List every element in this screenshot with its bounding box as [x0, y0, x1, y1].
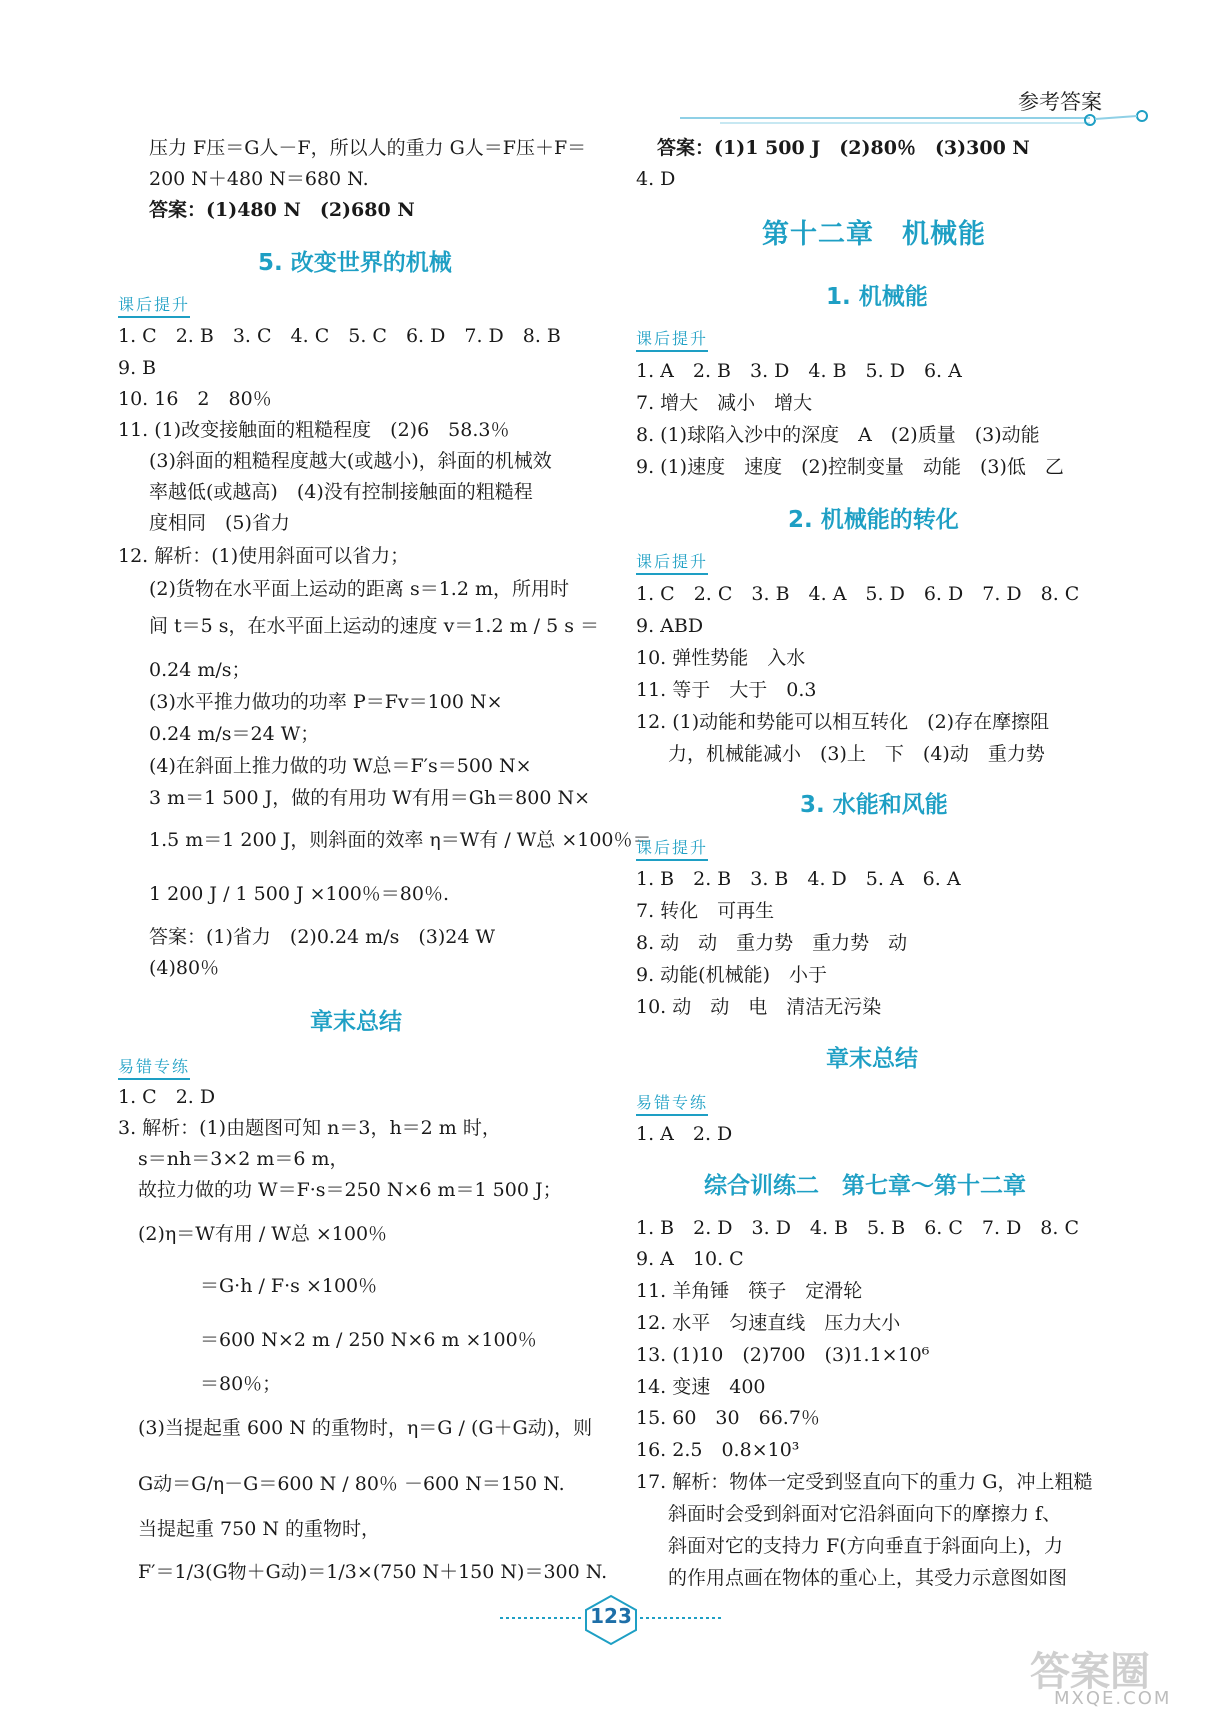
- text-line: 12. (1)动能和势能可以相互转化 (2)存在摩擦阻: [636, 711, 1050, 733]
- text-line: 9. A 10. C: [636, 1248, 744, 1270]
- text-line: 3. 解析：(1)由题图可知 n＝3，h＝2 m 时，: [118, 1117, 501, 1139]
- text-line: 15. 60 30 66.7％: [636, 1407, 820, 1429]
- text-line: 度相同 (5)省力: [149, 512, 290, 534]
- subsection-label: 易错专练: [118, 1054, 190, 1080]
- text-line: 4. D: [636, 168, 676, 190]
- text-line: 9. ABD: [636, 615, 704, 637]
- text-line: 0.24 m/s＝24 W；: [149, 723, 320, 745]
- subsection-label: 课后提升: [636, 549, 708, 575]
- text-line: 10. 弹性势能 入水: [636, 647, 806, 669]
- text-line: 14. 变速 400: [636, 1376, 766, 1398]
- text-line: (3)水平推力做功的功率 P＝Fv＝100 N×: [149, 691, 503, 713]
- text-line: 1. C 2. D: [118, 1086, 216, 1108]
- text-line: 1. A 2. B 3. D 4. B 5. D 6. A: [636, 360, 962, 382]
- section-title: 3. 水能和风能: [800, 792, 948, 818]
- answer-line: 答案：(1)480 N (2)680 N: [149, 199, 415, 221]
- text-line: 9. 动能(机械能) 小于: [636, 964, 827, 986]
- answer-line: 答案：(1)1 500 J (2)80％ (3)300 N: [657, 137, 1030, 159]
- text-line: (4)在斜面上推力做的功 W总＝F′s＝500 N×: [149, 755, 532, 777]
- text-line: 12. 解析：(1)使用斜面可以省力；: [118, 545, 410, 567]
- text-line: (2)货物在水平面上运动的距离 s＝1.2 m，所用时: [149, 578, 569, 600]
- text-line: ＝G·h / F·s ×100％: [200, 1275, 378, 1297]
- text-line: 1. C 2. C 3. B 4. A 5. D 6. D 7. D 8. C: [636, 583, 1080, 605]
- text-line: 1 200 J / 1 500 J ×100％＝80％.: [149, 883, 450, 905]
- text-line: 9. B: [118, 357, 157, 379]
- text-line: 7. 转化 可再生: [636, 900, 775, 922]
- text-line: 1.5 m＝1 200 J，则斜面的效率 η＝W有 / W总 ×100％＝: [149, 829, 652, 851]
- text-line: 10. 16 2 80％: [118, 388, 272, 410]
- text-line: ＝80％；: [200, 1373, 282, 1395]
- section-title: 章末总结: [310, 1009, 402, 1035]
- text-line: 10. 动 动 电 清洁无污染: [636, 996, 882, 1018]
- text-line: 13. (1)10 (2)700 (3)1.1×10⁶: [636, 1344, 930, 1366]
- text-line: 16. 2.5 0.8×10³: [636, 1439, 800, 1461]
- text-line: 11. 等于 大于 0.3: [636, 679, 817, 701]
- text-line: 9. (1)速度 速度 (2)控制变量 动能 (3)低 乙: [636, 456, 1064, 478]
- subsection-label: 易错专练: [636, 1090, 708, 1116]
- subsection-label: 课后提升: [118, 292, 190, 318]
- text-line: 7. 增大 减小 增大: [636, 392, 813, 414]
- text-line: 斜面时会受到斜面对它沿斜面向下的摩擦力 f、: [668, 1503, 1062, 1525]
- text-line: 11. 羊角锤 筷子 定滑轮: [636, 1280, 863, 1302]
- text-line: 率越低(或越高) (4)没有控制接触面的粗糙程: [149, 481, 533, 503]
- section-title: 1. 机械能: [826, 284, 928, 310]
- section-title: 2. 机械能的转化: [788, 507, 959, 533]
- text-line: (2)η＝W有用 / W总 ×100％: [138, 1223, 388, 1245]
- section-title: 综合训练二 第七章～第十二章: [704, 1173, 1026, 1199]
- text-line: 1. C 2. B 3. C 4. C 5. C 6. D 7. D 8. B: [118, 325, 561, 347]
- text-line: s＝nh＝3×2 m＝6 m，: [138, 1148, 349, 1170]
- text-line: 压力 F压＝G人－F，所以人的重力 G人＝F压＋F＝: [149, 137, 587, 159]
- text-line: 1. A 2. D: [636, 1123, 733, 1145]
- answer-line: 答案：(1)省力 (2)0.24 m/s (3)24 W: [149, 926, 495, 948]
- text-line: 间 t＝5 s，在水平面上运动的速度 v＝1.2 m / 5 s ＝: [149, 615, 599, 637]
- text-line: 1. B 2. D 3. D 4. B 5. B 6. C 7. D 8. C: [636, 1217, 1080, 1239]
- text-line: 8. (1)球陷入沙中的深度 A (2)质量 (3)动能: [636, 424, 1040, 446]
- text-line: (4)80％: [149, 957, 220, 979]
- text-line: 17. 解析：物体一定受到竖直向下的重力 G，冲上粗糙: [636, 1471, 1093, 1493]
- section-title: 章末总结: [826, 1046, 918, 1072]
- header-rule: [0, 0, 1224, 130]
- text-line: 的作用点画在物体的重心上，其受力示意图如图: [668, 1567, 1068, 1589]
- text-line: 11. (1)改变接触面的粗糙程度 (2)6 58.3％: [118, 419, 510, 441]
- watermark-logo: 答案圈: [1030, 1649, 1150, 1695]
- text-line: 0.24 m/s；: [149, 659, 251, 681]
- text-line: 故拉力做的功 W＝F·s＝250 N×6 m＝1 500 J；: [138, 1179, 562, 1201]
- text-line: (3)斜面的粗糙程度越大(或越小)，斜面的机械效: [149, 450, 552, 472]
- page-number: 123: [590, 1604, 632, 1628]
- subsection-label: 课后提升: [636, 835, 708, 861]
- section-title: 5. 改变世界的机械: [258, 250, 452, 276]
- text-line: 8. 动 动 重力势 重力势 动: [636, 932, 908, 954]
- watermark-site: MXQE.COM: [1054, 1688, 1172, 1709]
- text-line: ＝600 N×2 m / 250 N×6 m ×100％: [200, 1329, 537, 1351]
- text-line: 3 m＝1 500 J，做的有用功 W有用＝Gh＝800 N×: [149, 787, 591, 809]
- text-line: 当提起重 750 N 的重物时，: [138, 1518, 381, 1540]
- text-line: F′＝1/3(G物＋G动)＝1/3×(750 N＋150 N)＝300 N.: [138, 1561, 608, 1583]
- text-line: 1. B 2. B 3. B 4. D 5. A 6. A: [636, 868, 961, 890]
- text-line: 200 N＋480 N＝680 N.: [149, 168, 369, 190]
- text-line: (3)当提起重 600 N 的重物时，η＝G / (G＋G动)，则: [138, 1417, 593, 1439]
- chapter-title: 第十二章 机械能: [762, 219, 986, 250]
- text-line: 力，机械能减小 (3)上 下 (4)动 重力势: [668, 743, 1045, 765]
- text-line: 斜面对它的支持力 F(方向垂直于斜面向上)，力: [668, 1535, 1064, 1557]
- text-line: G动＝G/η－G＝600 N / 80％ －600 N＝150 N.: [138, 1473, 565, 1495]
- header-label: 参考答案: [1018, 90, 1102, 114]
- text-line: 12. 水平 匀速直线 压力大小: [636, 1312, 901, 1334]
- subsection-label: 课后提升: [636, 326, 708, 352]
